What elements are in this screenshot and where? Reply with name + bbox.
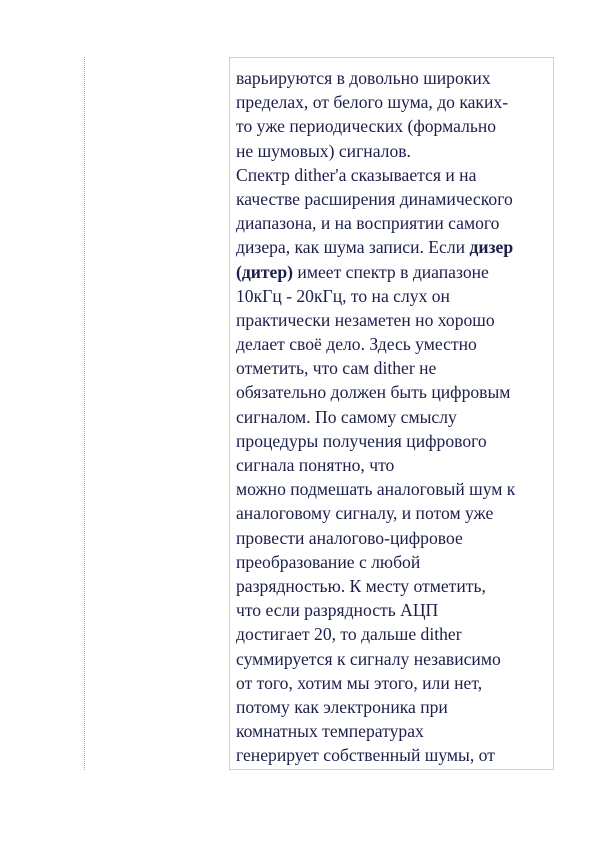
text-line: можно подмешать аналоговый шум к xyxy=(236,479,516,500)
text-line: Спектр dither'a сказывается и на xyxy=(236,164,477,185)
text-line: преобразование с любой xyxy=(236,551,421,572)
bold-term: дизер xyxy=(469,237,514,258)
bold-term: (дитер) xyxy=(236,261,293,282)
text-line: не шумовых) сигналов. xyxy=(236,140,411,161)
text-line: сигналом. По самому смыслу xyxy=(236,406,457,427)
text-line: разрядностью. К месту отметить, xyxy=(236,575,486,596)
text-line: процедуры получения цифрового xyxy=(236,430,487,451)
text-line: то уже периодических (формально xyxy=(236,116,497,137)
text-line: обязательно должен быть цифровым xyxy=(236,382,511,403)
text-line: диапазона, и на восприятии самого xyxy=(236,213,500,234)
text-line xyxy=(236,235,553,259)
text-line: потому как электроника при xyxy=(236,696,448,717)
margin-dotted-rule xyxy=(84,57,85,770)
text-line: суммируется к сигналу независимо xyxy=(236,648,501,669)
text-line: достигает 20, то дальше dither xyxy=(236,624,462,645)
text-line xyxy=(236,260,553,284)
text-line: практически незаметен но хорошо xyxy=(236,309,495,330)
text-segment: дизера, как шума записи. Если xyxy=(236,237,466,258)
text-line: пределах, от белого шума, до каких- xyxy=(236,92,509,113)
text-line: провести аналогово-цифровое xyxy=(236,527,463,548)
text-line: варьируются в довольно широких xyxy=(236,68,491,88)
text-line: комнатных температурах xyxy=(236,721,424,742)
text-line: генерирует собственный шумы, от xyxy=(236,745,495,766)
text-line: качестве расширения динамического xyxy=(236,188,513,209)
text-line: отметить, что сам dither не xyxy=(236,358,437,379)
text-line: 10кГц - 20кГц, то на слух он xyxy=(236,285,450,306)
text-line: от того, хотим мы этого, или нет, xyxy=(236,672,483,693)
text-line: делает своё дело. Здесь уместно xyxy=(236,334,477,355)
text-line: сигнала понятно, что xyxy=(236,455,395,475)
text-segment: имеет спектр в диапазоне xyxy=(297,261,489,282)
text-line: что если разрядность АЦП xyxy=(236,600,439,621)
text-line: аналоговому сигналу, и потом уже xyxy=(236,503,494,524)
text-frame xyxy=(229,57,554,770)
